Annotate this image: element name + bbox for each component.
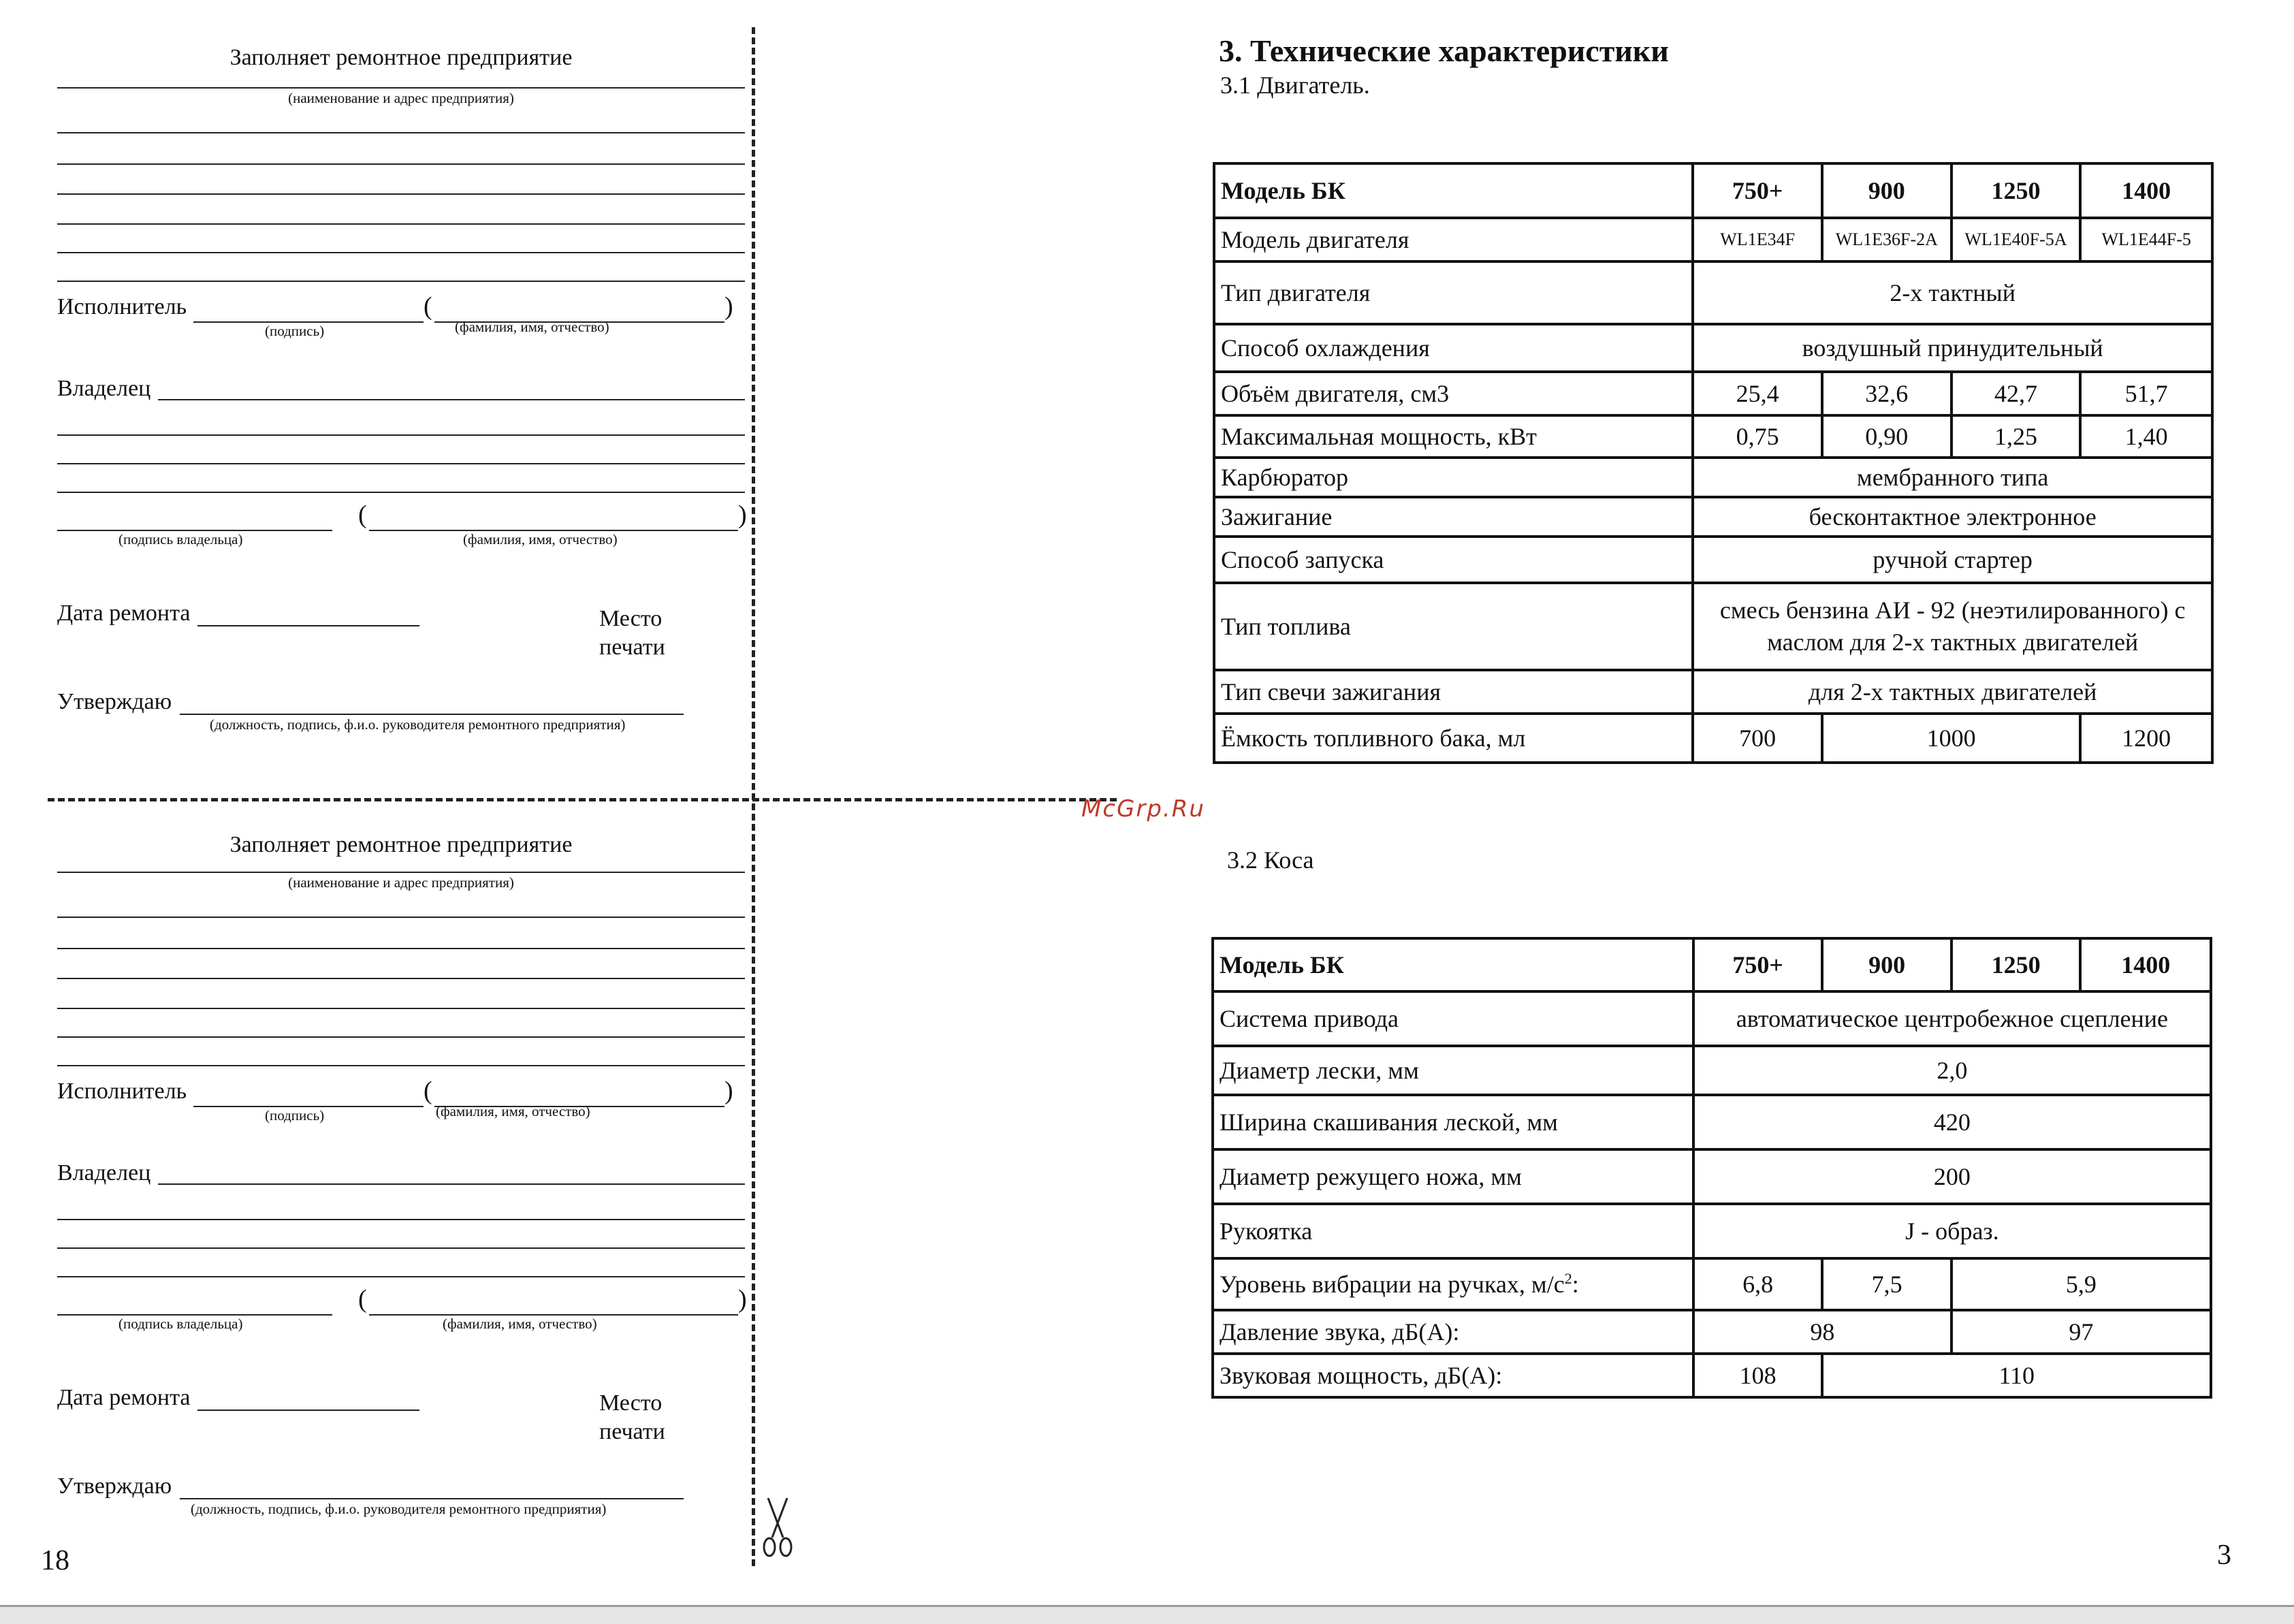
form-line[interactable]: [57, 223, 745, 225]
table-cell: воздушный принудительный: [1693, 324, 2212, 372]
section-title: 3. Технические характеристики: [1219, 33, 1669, 68]
table-header-cell: Модель БК: [1213, 938, 1693, 991]
form-title: Заполняет ремонтное предприятие: [229, 45, 573, 70]
enterprise-name-line[interactable]: [57, 87, 745, 89]
form-line[interactable]: [57, 252, 745, 253]
table-cell: 97: [1952, 1310, 2211, 1354]
table-cell: Способ охлаждения: [1214, 324, 1693, 372]
repair-date-line[interactable]: [197, 625, 419, 626]
form-line[interactable]: [57, 948, 745, 949]
table-cell: 0,90: [1822, 415, 1952, 458]
form-line[interactable]: [57, 163, 745, 165]
enterprise-name-hint: (наименование и адрес предприятия): [288, 874, 514, 891]
table-header-cell: 1250: [1952, 938, 2081, 991]
table-cell: 7,5: [1822, 1258, 1951, 1310]
table-header-cell: 1250: [1952, 163, 2081, 218]
table-cell: 110: [1822, 1354, 2211, 1397]
owner-line[interactable]: [158, 1183, 745, 1185]
approve-label: Утверждаю: [57, 1474, 172, 1499]
stamp-label-line2: печати: [599, 635, 665, 660]
table-header-cell: 900: [1822, 163, 1952, 218]
form-line[interactable]: [57, 193, 745, 195]
table-cell: 42,7: [1952, 372, 2081, 415]
table-cell: 25,4: [1693, 372, 1822, 415]
table-row: [1214, 261, 2212, 324]
table-header-cell: 750+: [1693, 163, 1822, 218]
owner-signature-hint: (подпись владельца): [118, 1316, 243, 1332]
page-number-right: 3: [2217, 1540, 2231, 1571]
form-line[interactable]: [57, 1247, 745, 1249]
table-cell: Объём двигателя, см3: [1214, 372, 1693, 415]
table-cell: 98: [1693, 1310, 1952, 1354]
form-line[interactable]: [57, 281, 745, 282]
table-row: [1214, 583, 2212, 670]
table-cell: бесконтактное электронное: [1693, 497, 2212, 537]
table-cell: WL1E34F: [1693, 218, 1822, 261]
table-cell: Система привода: [1213, 991, 1693, 1046]
approve-line[interactable]: [180, 1498, 684, 1499]
form-line[interactable]: [57, 978, 745, 979]
table-cell: Тип свечи зажигания: [1214, 670, 1693, 714]
executor-label: Исполнитель: [57, 1079, 187, 1104]
table-cell: WL1E40F-5A: [1952, 218, 2081, 261]
stamp-label-line2: печати: [599, 1419, 665, 1444]
table-row: [1213, 1046, 2211, 1095]
owner-label: Владелец: [57, 376, 151, 401]
form-line[interactable]: [57, 1219, 745, 1220]
table-cell: 1,40: [2080, 415, 2212, 458]
repair-form-1: Заполняет ремонтное предприятие (наименование и адрес предприятия) Исполнитель ( ) (подпись) (фамилия, имя, отчество) Владелец ( ) (подпись владельца) (фамилия, имя, отчество) Дата ремонта Место печати Утверждаю (должность, подпись, ф.и.о. руководителя ремонтного предприятия): [57, 45, 747, 733]
table-row: [1214, 497, 2212, 537]
table-cell: Звуковая мощность, дБ(А):: [1213, 1354, 1693, 1397]
table-row: [1214, 218, 2212, 261]
table-row: [1213, 1310, 2211, 1354]
enterprise-name-hint: (наименование и адрес предприятия): [288, 90, 514, 106]
repair-date-label: Дата ремонта: [57, 1385, 191, 1410]
table-cell: J - образ.: [1693, 1204, 2211, 1258]
table-cell: Рукоятка: [1213, 1204, 1693, 1258]
repair-date-line[interactable]: [197, 1410, 419, 1411]
enterprise-name-line[interactable]: [57, 872, 745, 873]
mower-spec-table: [1211, 937, 2212, 1399]
approve-line[interactable]: [180, 714, 684, 715]
table-cell: 0,75: [1693, 415, 1822, 458]
fuel-value-line1: смесь бензина АИ - 92 (неэтилированного) с: [1719, 596, 2186, 624]
table-cell: 6,8: [1693, 1258, 1823, 1310]
form-line[interactable]: [57, 132, 745, 133]
approve-hint: (должность, подпись, ф.и.о. руководителя ремонтного предприятия): [191, 1501, 607, 1517]
table-cell: Давление звука, дБ(А):: [1213, 1310, 1693, 1354]
table-cell: Зажигание: [1214, 497, 1693, 537]
table-row: [1213, 991, 2211, 1046]
table-cell: 108: [1693, 1354, 1823, 1397]
table-cell: для 2-х тактных двигателей: [1693, 670, 2212, 714]
table-cell: 2-х тактный: [1693, 261, 2212, 324]
table-row: [1214, 670, 2212, 714]
table-cell: Ширина скашивания леской, мм: [1213, 1095, 1693, 1149]
table-row: [1213, 1354, 2211, 1397]
table-cell: ручной стартер: [1693, 537, 2212, 583]
page-number-left: 18: [41, 1545, 69, 1576]
table-header-cell: 1400: [2080, 163, 2212, 218]
form-line[interactable]: [57, 917, 745, 918]
executor-label: Исполнитель: [57, 294, 187, 319]
stamp-label-line1: Место: [599, 1390, 663, 1416]
engine-spec-table: [1213, 162, 2214, 764]
table-cell: [1693, 583, 2212, 670]
mower-subtitle: 3.2 Коса: [1227, 846, 1314, 874]
table-cell: 1000: [1822, 714, 2080, 763]
fio-hint: (фамилия, имя, отчество): [436, 1103, 590, 1119]
table-row: [1213, 1204, 2211, 1258]
table-cell: 32,6: [1822, 372, 1952, 415]
table-cell: [1213, 1258, 1693, 1310]
fuel-value-line2: маслом для 2-х тактных двигателей: [1767, 628, 2139, 656]
form-line[interactable]: [57, 434, 745, 436]
stamp-label-line1: Место: [599, 606, 663, 631]
table-header-cell: 900: [1822, 938, 1951, 991]
table-cell: WL1E44F-5: [2080, 218, 2212, 261]
table-cell: Диаметр лески, мм: [1213, 1046, 1693, 1095]
form-line[interactable]: [57, 1036, 745, 1038]
table-cell: Максимальная мощность, кВт: [1214, 415, 1693, 458]
vertical-cut-line: [752, 27, 755, 1566]
scissors-icon: [759, 1495, 797, 1561]
table-row: [1214, 324, 2212, 372]
owner-fio-hint: (фамилия, имя, отчество): [443, 1316, 597, 1332]
approve-hint: (должность, подпись, ф.и.о. руководителя ремонтного предприятия): [210, 716, 626, 733]
form-line[interactable]: [57, 1276, 745, 1277]
form-line[interactable]: [57, 1065, 745, 1066]
owner-label: Владелец: [57, 1160, 151, 1185]
table-row: [1214, 458, 2212, 497]
table-cell: 5,9: [1952, 1258, 2211, 1310]
signature-hint: (подпись): [265, 323, 325, 339]
table-cell: 200: [1693, 1149, 2211, 1204]
approve-label: Утверждаю: [57, 689, 172, 714]
table-header-cell: 1400: [2080, 938, 2211, 991]
watermark: McGrp.Ru: [1081, 795, 1205, 823]
vibration-label: Уровень вибрации на ручках, м/с: [1220, 1270, 1565, 1298]
table-cell: Диаметр режущего ножа, мм: [1213, 1149, 1693, 1204]
table-cell: Тип двигателя: [1214, 261, 1693, 324]
table-row: [1213, 1149, 2211, 1204]
table-cell: автоматическое центробежное сцепление: [1693, 991, 2211, 1046]
table-cell: Модель двигателя: [1214, 218, 1693, 261]
table-header-cell: 750+: [1693, 938, 1823, 991]
table-cell: 2,0: [1693, 1046, 2211, 1095]
owner-line[interactable]: [158, 399, 745, 400]
signature-hint: (подпись): [265, 1107, 325, 1124]
owner-fio-hint: (фамилия, имя, отчество): [463, 531, 618, 547]
table-row: [1213, 1258, 2211, 1310]
table-row: [1213, 938, 2211, 991]
table-cell: Ёмкость топливного бака, мл: [1214, 714, 1693, 763]
table-cell: 1,25: [1952, 415, 2081, 458]
table-cell: Тип топлива: [1214, 583, 1693, 670]
table-row: [1214, 714, 2212, 763]
table-cell: мембранного типа: [1693, 458, 2212, 497]
table-row: [1214, 163, 2212, 218]
table-row: [1213, 1095, 2211, 1149]
repair-form-2: Заполняет ремонтное предприятие (наименование и адрес предприятия) Исполнитель ( ) (подпись) (фамилия, имя, отчество) Владелец ( ) (подпись владельца) (фамилия, имя, отчество) Дата ремонта Место печати Утверждаю (должность, подпись, ф.и.о. руководителя ремонтного предприятия): [57, 832, 747, 1517]
repair-date-label: Дата ремонта: [57, 601, 191, 626]
table-cell: Способ запуска: [1214, 537, 1693, 583]
table-cell: 420: [1693, 1095, 2211, 1149]
table-cell: 1200: [2080, 714, 2212, 763]
form-line[interactable]: [57, 492, 745, 493]
table-header-cell: Модель БК: [1214, 163, 1693, 218]
table-cell: Карбюратор: [1214, 458, 1693, 497]
fio-hint: (фамилия, имя, отчество): [455, 319, 609, 335]
engine-subtitle: 3.1 Двигатель.: [1220, 71, 1370, 99]
bottom-bar: [0, 1605, 2294, 1624]
form-line[interactable]: [57, 463, 745, 464]
table-cell: 700: [1693, 714, 1822, 763]
table-row: [1214, 415, 2212, 458]
form-line[interactable]: [57, 1008, 745, 1009]
vibration-sup: 2: [1564, 1269, 1572, 1287]
table-row: [1214, 372, 2212, 415]
table-cell: WL1E36F-2A: [1822, 218, 1952, 261]
form-title: Заполняет ремонтное предприятие: [229, 832, 573, 857]
table-row: [1214, 537, 2212, 583]
owner-signature-hint: (подпись владельца): [118, 531, 243, 547]
table-cell: 51,7: [2080, 372, 2212, 415]
vibration-suffix: :: [1572, 1270, 1579, 1298]
